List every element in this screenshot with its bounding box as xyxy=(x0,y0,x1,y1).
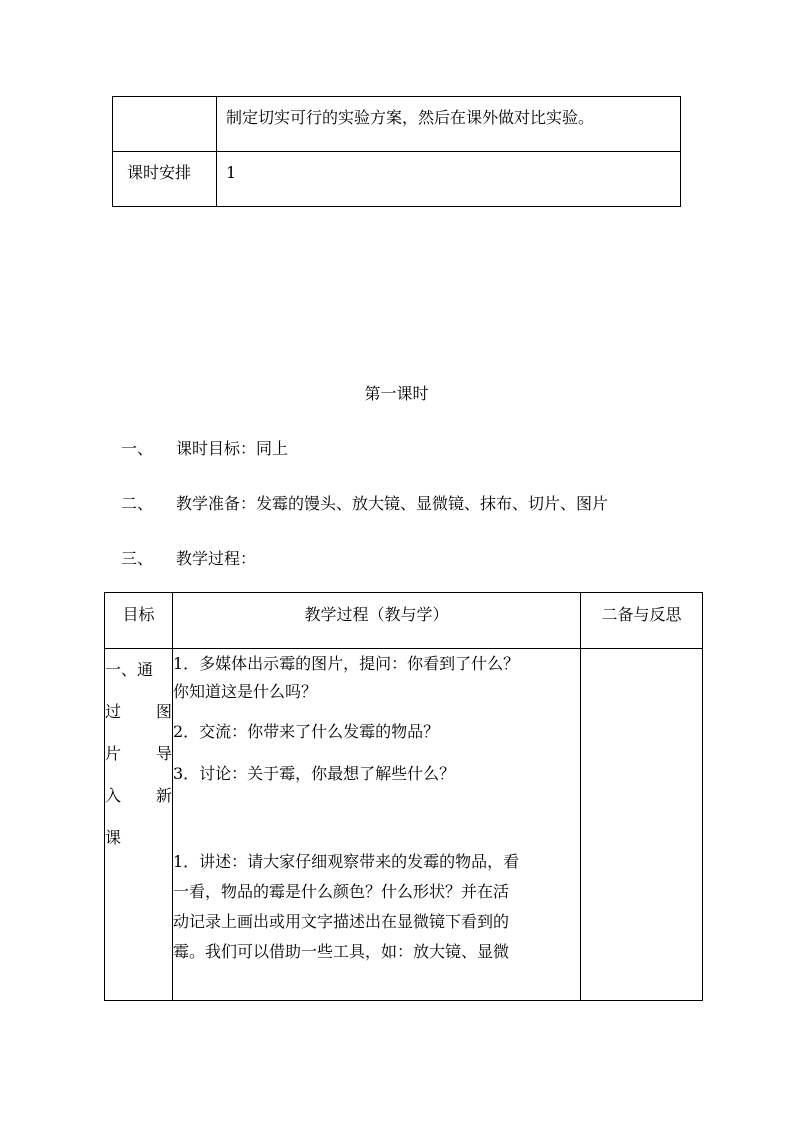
top-table-empty-cell xyxy=(113,97,217,152)
goal-line xyxy=(105,775,172,817)
header-goal-cell xyxy=(105,593,173,649)
header-reflection-cell xyxy=(581,593,703,649)
schedule-value-cell xyxy=(217,152,681,207)
process-line: 1．多媒体出示霉的图片，提问：你看到了什么？ xyxy=(173,654,520,673)
goal-char: 入 xyxy=(105,786,122,805)
header-reflection: 二备与反思 xyxy=(601,605,682,624)
experiment-plan-text: 制定切实可行的实验方案，然后在课外做对比实验。 xyxy=(226,108,595,127)
top-table xyxy=(112,96,681,207)
goal-line xyxy=(105,817,172,859)
goal-char: 课 xyxy=(105,828,122,847)
process-line: 动记录上画出或用文字描述出在显微镜下看到的 xyxy=(173,912,510,931)
section-number: 二、 xyxy=(121,494,154,513)
spacer xyxy=(173,795,580,847)
lesson-title: 第一课时 xyxy=(364,384,429,403)
process-cell xyxy=(173,649,581,1001)
goal-char: 新 xyxy=(155,786,172,805)
process-table-header-row xyxy=(105,593,703,649)
goal-line xyxy=(105,733,172,775)
goal-line xyxy=(105,649,172,691)
top-table-row xyxy=(113,152,681,207)
section-number: 一、 xyxy=(121,439,154,458)
process-line: 你知道这是什么吗？ xyxy=(173,682,318,701)
goal-line xyxy=(105,691,172,733)
header-goal: 目标 xyxy=(122,605,155,624)
goal-char: 一、通 xyxy=(105,660,154,679)
schedule-value: 1 xyxy=(226,163,237,182)
goal-char: 片 xyxy=(105,744,122,763)
section-text: 教学过程： xyxy=(176,549,257,568)
process-line: 2．交流：你带来了什么发霉的物品？ xyxy=(173,722,440,741)
schedule-label: 课时安排 xyxy=(127,163,192,182)
reflection-cell xyxy=(581,649,703,1001)
goal-char: 导 xyxy=(155,744,172,763)
section-text: 教学准备：发霉的馒头、放大镜、显微镜、抹布、切片、图片 xyxy=(176,494,609,513)
section-text: 课时目标：同上 xyxy=(176,439,289,458)
process-line: 1．讲述：请大家仔细观察带来的发霉的物品，看 xyxy=(173,852,520,871)
goal-char: 图 xyxy=(155,702,172,721)
process-line: 3．讨论：关于霉，你最想了解些什么？ xyxy=(173,764,456,783)
top-table-row xyxy=(113,97,681,152)
section-number: 三、 xyxy=(121,549,154,568)
goal-char: 过 xyxy=(105,702,122,721)
process-table xyxy=(104,592,703,1001)
schedule-label-cell xyxy=(113,152,217,207)
top-table-text-cell xyxy=(217,97,681,152)
header-process-cell xyxy=(173,593,581,649)
header-process: 教学过程（教与学） xyxy=(304,605,449,624)
process-line: 霉。我们可以借助一些工具，如：放大镜、显微 xyxy=(173,942,510,961)
goal-cell xyxy=(105,649,173,1001)
process-line: 一看，物品的霉是什么颜色？什么形状？并在活 xyxy=(173,882,510,901)
process-table-row xyxy=(105,649,703,1001)
